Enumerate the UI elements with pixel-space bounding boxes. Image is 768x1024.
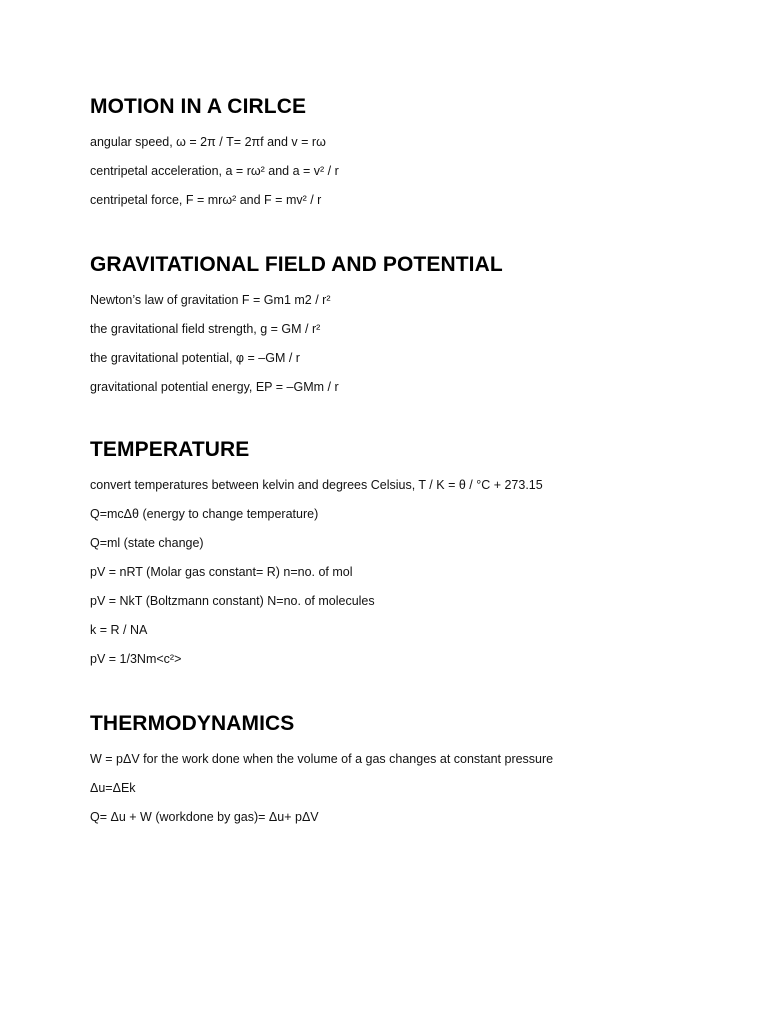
- formula-line: the gravitational field strength, g = GM / r²: [90, 322, 321, 336]
- section-temperature: [90, 437, 543, 667]
- section-gravitational-field: [90, 252, 503, 395]
- formula-line: angular speed, ω = 2π / T= 2πf and v = rω: [90, 135, 326, 149]
- formula-line: pV = NkT (Boltzmann constant) N=no. of molecules: [90, 594, 375, 608]
- formula-line: k = R / NA: [90, 623, 148, 637]
- formula-list: [90, 292, 503, 395]
- formula-line: pV = 1/3Nm<c²>: [90, 652, 182, 666]
- formula-line: centripetal force, F = mrω² and F = mv² / r: [90, 193, 322, 207]
- formula-line: the gravitational potential, φ = –GM / r: [90, 351, 300, 365]
- formula-line: Newton’s law of gravitation F = Gm1 m2 / r²: [90, 293, 331, 307]
- formula-list: [90, 751, 553, 825]
- formula-list: [90, 477, 543, 667]
- formula-line: centripetal acceleration, a = rω² and a = v² / r: [90, 164, 339, 178]
- formula-line: W = pΔV for the work done when the volume of a gas changes at constant pressure: [90, 752, 554, 766]
- formula-line: Q= Δu + W (workdone by gas)= Δu+ pΔV: [90, 810, 319, 824]
- formula-list: [90, 134, 339, 208]
- formula-line: convert temperatures between kelvin and degrees Celsius, T / K = θ / °C + 273.15: [90, 478, 543, 492]
- section-heading: GRAVITATIONAL FIELD AND POTENTIAL: [90, 253, 503, 276]
- section-thermodynamics: [90, 711, 553, 825]
- section-heading: TEMPERATURE: [90, 438, 250, 461]
- formula-line: Δu=ΔEk: [90, 781, 136, 795]
- formula-line: Q=ml (state change): [90, 536, 204, 550]
- formula-line: Q=mcΔθ (energy to change temperature): [90, 507, 319, 521]
- formula-line: gravitational potential energy, EP = –GMm / r: [90, 380, 339, 394]
- section-heading: THERMODYNAMICS: [90, 712, 295, 735]
- section-motion-in-a-circle: [90, 94, 339, 208]
- section-heading: MOTION IN A CIRLCE: [90, 95, 307, 118]
- formula-line: pV = nRT (Molar gas constant= R) n=no. of mol: [90, 565, 353, 579]
